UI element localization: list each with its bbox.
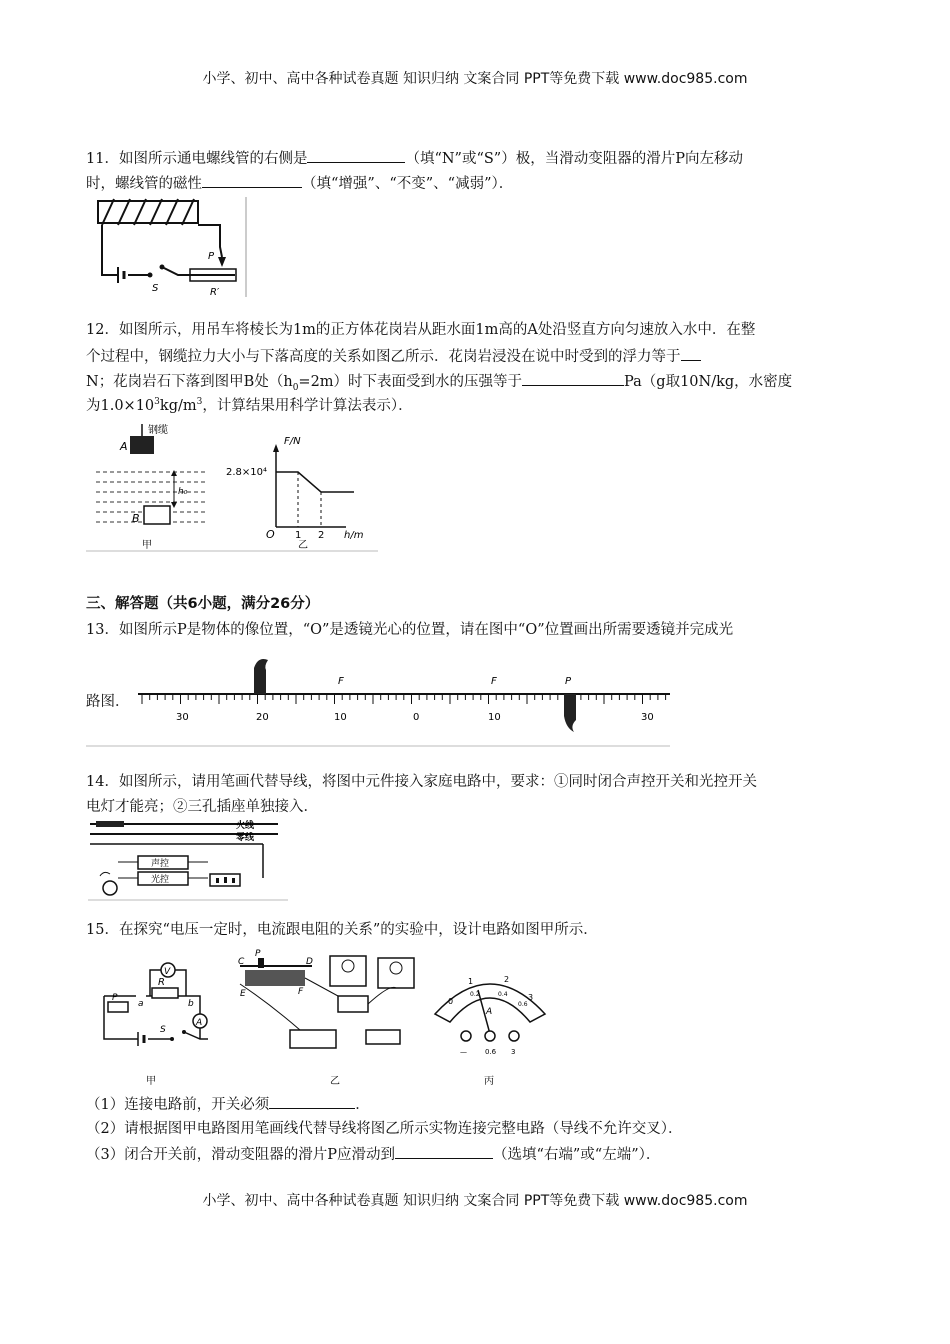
q15-fig-s: S xyxy=(160,1025,166,1035)
granite-block-a xyxy=(130,436,154,454)
q12-fig-x2: 2 xyxy=(318,530,325,541)
q13-tick-20: 20 xyxy=(256,712,269,723)
q12-fig-o: O xyxy=(266,528,275,541)
q15-fig-s02: 0.2 xyxy=(470,991,480,998)
q13-fig-p: P xyxy=(565,676,572,687)
q14-fig-sheng: 声控 xyxy=(151,859,170,869)
section-3-title: 三、解答题（共6小题，满分26分） xyxy=(86,596,320,612)
q15-figure xyxy=(90,944,580,1089)
q15-fig-t1: — xyxy=(460,1048,467,1056)
q13-tick-30a: 30 xyxy=(176,712,189,723)
q15-fig-m2: 2 xyxy=(504,975,510,984)
q15-sub1: （1）连接电路前，开关必须 ． xyxy=(86,1092,866,1118)
circuit-wire xyxy=(102,225,235,275)
q15-fig-t2: 0.6 xyxy=(485,1048,497,1056)
q13-tick-0: 0 xyxy=(413,712,420,723)
q15-fig-b-node: b xyxy=(188,999,194,1009)
q12-fig-fn: F/N xyxy=(284,436,301,447)
q12-blank-2[interactable] xyxy=(522,369,624,386)
q15-fig-p2: P xyxy=(255,949,261,959)
q11-line2: 时，螺线管的磁性 （填“增强”、“不变”、“减弱”）． xyxy=(86,171,866,197)
q15-fig-v: V xyxy=(164,967,171,977)
q13-fig-f1: F xyxy=(338,676,344,687)
q15-fig-dial-a: A xyxy=(486,1007,493,1017)
q15-fig-a: A xyxy=(196,1018,203,1028)
q15-fig-d: D xyxy=(306,957,313,967)
q13-figure xyxy=(136,650,672,748)
q12-figure xyxy=(86,422,381,554)
q13-line2: 路图． xyxy=(86,694,130,710)
q15-fig-m3: 3 xyxy=(528,993,534,1002)
q12-blank-1[interactable] xyxy=(681,344,701,361)
q11-blank-2[interactable] xyxy=(202,171,302,188)
object-candle xyxy=(254,659,268,694)
q12-line4: 为$1.0\times 10^3kg/m^3$，计算结果用科学计算法表示）． xyxy=(86,397,413,414)
lamp xyxy=(103,881,117,895)
battery-real xyxy=(290,1030,336,1048)
q11-fig-p-label: P xyxy=(208,251,215,262)
solenoid-tube xyxy=(98,201,198,223)
q15-fig-bing: 丙 xyxy=(484,1076,494,1087)
image-candle-p xyxy=(564,694,576,732)
q11-figure xyxy=(90,195,250,300)
q15-blank-2[interactable] xyxy=(395,1142,493,1159)
granite-block-b xyxy=(144,506,170,524)
q15-fig-e: E xyxy=(240,989,246,999)
q13-tick-10b: 10 xyxy=(488,712,501,723)
q12-fig-jia: 甲 xyxy=(142,540,152,551)
q12-fig-yi: 乙 xyxy=(298,540,308,551)
q15-fig-t3: 3 xyxy=(511,1048,516,1056)
q14-line1: 14．如图所示，请用笔画代替导线，将图中元件接入家庭电路中，要求：①同时闭合声控开关和光控开关 xyxy=(86,774,757,790)
solenoid-coils xyxy=(102,199,194,225)
q15-fig-p: P xyxy=(112,993,118,1003)
rheostat-jia xyxy=(108,1002,128,1012)
q12-fig-x1: 1 xyxy=(295,530,302,541)
q15-fig-m1: 1 xyxy=(468,977,474,986)
test-pen xyxy=(96,821,124,827)
q13-tick-30b: 30 xyxy=(641,712,654,723)
q12-line3: N；花岗岩石下落到图甲B处$(h_0=2m)$时下表面受到水的压强等于 Pa（g取10N/kg，水密度 xyxy=(86,369,866,395)
q15-fig-yi: 乙 xyxy=(330,1076,340,1087)
q12-fig-b: B xyxy=(132,512,140,525)
q14-fig-guang: 光控 xyxy=(151,875,170,885)
q15-fig-s06: 0.6 xyxy=(518,1001,528,1008)
q11-line1: 11．如图所示通电螺线管的右侧是 （填“N”或“S”）极，当滑动变阻器的滑片P向左移动 xyxy=(86,146,866,172)
q13-fig-f2: F xyxy=(491,676,497,687)
q12-line2: 个过程中，钢缆拉力大小与下落高度的关系如图乙所示．花岗岩浸没在说中时受到的浮力等于 xyxy=(86,344,866,370)
q12-fig-hm: h/m xyxy=(344,530,364,541)
q12-line1: 12．如图所示，用吊车将棱长为1m的正方体花岗岩从距水面1m高的A处沿竖直方向匀速放入水中．在整 xyxy=(86,322,756,338)
q13-line1: 13．如图所示P是物体的像位置，“O”是透镜光心的位置，请在图中“O”位置画出所需要透镜并完成光 xyxy=(86,622,734,638)
resistor-real xyxy=(338,996,368,1012)
q14-fig-ling: 零线 xyxy=(236,833,255,843)
q14-figure xyxy=(88,818,288,903)
q12-fig-cable: 钢缆 xyxy=(148,425,168,436)
page-header: 小学、初中、高中各种试卷真题 知识归纳 文案合同 PPT等免费下载 www.doc985.com xyxy=(202,71,748,87)
q12-fig-yval: 2.8×10⁴ xyxy=(226,467,268,478)
q15-fig-r: R xyxy=(158,977,165,988)
terminal-neg xyxy=(461,1031,471,1041)
q11-fig-s-label: S xyxy=(152,283,159,294)
q15-sub3: （3）闭合开关前，滑动变阻器的滑片P应滑动到 （选填“右端”或“左端”）． xyxy=(86,1142,866,1168)
q11-blank-1[interactable] xyxy=(307,146,405,163)
q15-fig-f: F xyxy=(298,987,304,997)
q14-line2: 电灯才能亮；②三孔插座单独接入． xyxy=(86,799,318,815)
q15-line1: 15．在探究“电压一定时，电流跟电阻的关系”的实验中，设计电路如图甲所示． xyxy=(86,922,598,938)
q11-fig-r-label: R′ xyxy=(210,287,220,298)
q15-fig-s04: 0.4 xyxy=(498,991,508,998)
q15-fig-jia: 甲 xyxy=(146,1076,156,1087)
terminal-06 xyxy=(485,1031,495,1041)
force-curve xyxy=(276,472,354,492)
q15-blank-1[interactable] xyxy=(269,1092,355,1109)
q12-fig-h0: h₀ xyxy=(178,487,188,497)
terminal-3 xyxy=(509,1031,519,1041)
q14-fig-huo: 火线 xyxy=(236,821,255,831)
rheostat-real xyxy=(245,970,305,986)
q15-fig-c: C xyxy=(238,957,245,967)
resistor-r xyxy=(152,988,178,998)
switch-real xyxy=(366,1030,400,1044)
q15-sub2: （2）请根据图甲电路图用笔画线代替导线将图乙所示实物连接完整电路（导线不允许交叉）． xyxy=(86,1121,683,1137)
q15-fig-m0: 0 xyxy=(448,997,454,1006)
page-footer: 小学、初中、高中各种试卷真题 知识归纳 文案合同 PPT等免费下载 www.doc985.com xyxy=(202,1193,748,1209)
q12-fig-a: A xyxy=(120,440,128,453)
q13-tick-10a: 10 xyxy=(334,712,347,723)
q15-fig-a-node: a xyxy=(138,999,144,1009)
